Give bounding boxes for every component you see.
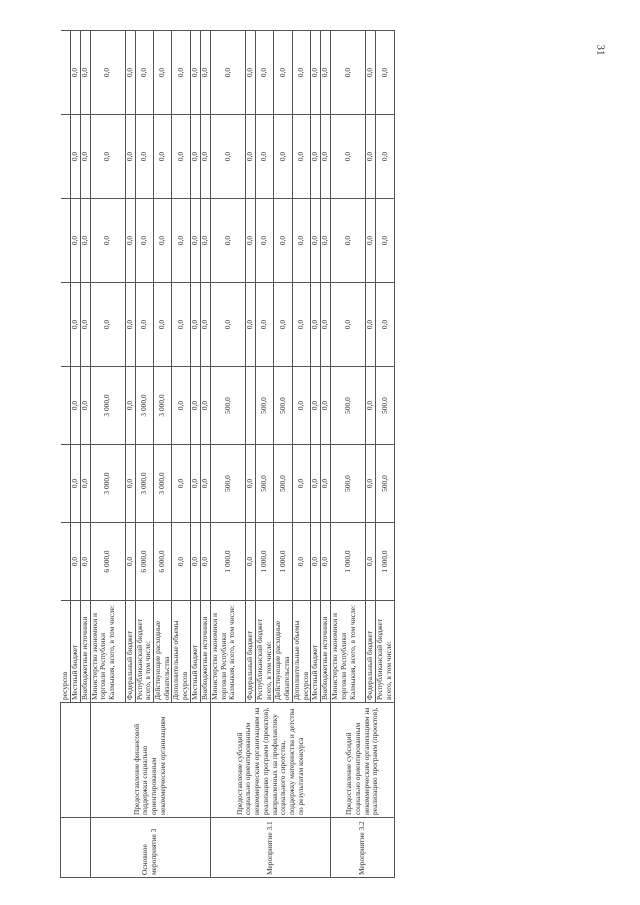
- amount-cell: 0,0: [331, 283, 366, 367]
- amount-cell: 0,0: [125, 445, 135, 523]
- amount-cell: 500,0: [331, 445, 366, 523]
- amount-cell: 0,0: [366, 115, 376, 199]
- amount-cell: 0,0: [80, 283, 90, 367]
- amount-cell: 0,0: [255, 31, 273, 115]
- amount-cell: 0,0: [376, 283, 394, 367]
- amount-cell: [61, 523, 71, 601]
- amount-cell: 0,0: [200, 31, 210, 115]
- funding-source-cell: Местный бюджет: [311, 601, 321, 703]
- amount-cell: 0,0: [80, 523, 90, 601]
- amount-cell: [61, 115, 71, 199]
- amount-cell: 0,0: [311, 31, 321, 115]
- amount-cell: 0,0: [70, 367, 80, 445]
- amount-cell: 0,0: [70, 31, 80, 115]
- amount-cell: 0,0: [80, 115, 90, 199]
- funding-source-cell: Министерство экономики и торговли Республики Калмыкия, всего, в том числе:: [210, 601, 245, 703]
- amount-cell: 0,0: [292, 523, 310, 601]
- amount-cell: 0,0: [190, 445, 200, 523]
- amount-cell: 0,0: [311, 199, 321, 283]
- amount-cell: 1 000,0: [331, 523, 366, 601]
- amount-cell: 0,0: [200, 199, 210, 283]
- funding-source-cell: Действующие расходные обязательства: [274, 601, 292, 703]
- funding-source-cell: Дополнительные объемы ресурсов: [292, 601, 310, 703]
- amount-cell: 0,0: [90, 283, 125, 367]
- amount-cell: 500,0: [274, 367, 292, 445]
- amount-cell: 0,0: [366, 445, 376, 523]
- amount-cell: 0,0: [311, 115, 321, 199]
- amount-cell: 0,0: [376, 31, 394, 115]
- amount-cell: 1 000,0: [274, 523, 292, 601]
- amount-cell: 0,0: [125, 367, 135, 445]
- amount-cell: 3 000,0: [90, 445, 125, 523]
- funding-source-cell: Дополнительные объемы ресурсов: [172, 601, 190, 703]
- amount-cell: 0,0: [172, 523, 190, 601]
- amount-cell: 0,0: [125, 115, 135, 199]
- funding-source-cell: Республиканский бюджет всего, в том числе:: [255, 601, 273, 703]
- amount-cell: 0,0: [80, 367, 90, 445]
- funding-source-cell: Действующие расходные обязательства: [153, 601, 171, 703]
- amount-cell: 500,0: [210, 445, 245, 523]
- amount-cell: 0,0: [292, 31, 310, 115]
- funding-source-cell: Внебюджетные источники: [80, 601, 90, 703]
- amount-cell: 0,0: [200, 523, 210, 601]
- amount-cell: 0,0: [311, 283, 321, 367]
- amount-cell: [61, 445, 71, 523]
- amount-cell: 0,0: [172, 283, 190, 367]
- amount-cell: 0,0: [245, 31, 255, 115]
- funding-source-cell: Внебюджетные источники: [200, 601, 210, 703]
- amount-cell: 0,0: [200, 445, 210, 523]
- amount-cell: 500,0: [274, 445, 292, 523]
- amount-cell: 0,0: [274, 199, 292, 283]
- amount-cell: 0,0: [200, 115, 210, 199]
- amount-cell: 0,0: [125, 199, 135, 283]
- measure-description-cell: Предоставление финансовой поддержки социально ориентированным некоммерческим организациям: [90, 703, 210, 818]
- amount-cell: 0,0: [190, 199, 200, 283]
- amount-cell: 3 000,0: [153, 367, 171, 445]
- amount-cell: [61, 367, 71, 445]
- amount-cell: 0,0: [274, 31, 292, 115]
- amount-cell: 0,0: [70, 115, 80, 199]
- funding-source-cell: Федеральный бюджет: [245, 601, 255, 703]
- measure-name-cell: Мероприятие 3.1: [210, 818, 330, 878]
- amount-cell: 0,0: [172, 199, 190, 283]
- amount-cell: 0,0: [311, 445, 321, 523]
- amount-cell: 0,0: [245, 283, 255, 367]
- amount-cell: 0,0: [311, 367, 321, 445]
- measure-description-cell: [61, 703, 91, 818]
- amount-cell: 0,0: [70, 523, 80, 601]
- table-row: [90, 31, 125, 878]
- amount-cell: [245, 367, 255, 445]
- page-number: 31: [594, 44, 607, 56]
- amount-cell: 0,0: [125, 523, 135, 601]
- amount-cell: 0,0: [190, 115, 200, 199]
- amount-cell: 0,0: [80, 199, 90, 283]
- amount-cell: 0,0: [255, 199, 273, 283]
- amount-cell: 0,0: [292, 367, 310, 445]
- amount-cell: 0,0: [274, 115, 292, 199]
- amount-cell: 6 000,0: [153, 523, 171, 601]
- amount-cell: 0,0: [245, 523, 255, 601]
- amount-cell: 500,0: [376, 445, 394, 523]
- amount-cell: 0,0: [153, 31, 171, 115]
- amount-cell: 0,0: [321, 523, 331, 601]
- amount-cell: 0,0: [70, 445, 80, 523]
- funding-source-cell: Федеральный бюджет: [366, 601, 376, 703]
- amount-cell: 0,0: [153, 199, 171, 283]
- amount-cell: 0,0: [321, 199, 331, 283]
- amount-cell: 0,0: [292, 199, 310, 283]
- funding-source-cell: Внебюджетные источники: [321, 601, 331, 703]
- amount-cell: 0,0: [245, 115, 255, 199]
- amount-cell: 0,0: [190, 31, 200, 115]
- measure-description-cell: Предоставление субсидий социально ориентированным некоммерческим организациям на реализацию программ (проектов),: [331, 703, 394, 818]
- budget-table: [60, 30, 395, 878]
- amount-cell: 0,0: [90, 115, 125, 199]
- amount-cell: [61, 199, 71, 283]
- amount-cell: 0,0: [135, 199, 153, 283]
- amount-cell: 0,0: [292, 115, 310, 199]
- funding-source-cell: Министерство экономики и торговли Республики Калмыкия, всего, в том числе:: [331, 601, 366, 703]
- amount-cell: 0,0: [70, 283, 80, 367]
- amount-cell: 0,0: [172, 115, 190, 199]
- amount-cell: 500,0: [331, 367, 366, 445]
- amount-cell: 0,0: [200, 283, 210, 367]
- amount-cell: 0,0: [172, 367, 190, 445]
- amount-cell: 0,0: [210, 283, 245, 367]
- amount-cell: 500,0: [255, 445, 273, 523]
- amount-cell: 0,0: [366, 31, 376, 115]
- amount-cell: 3 000,0: [135, 367, 153, 445]
- amount-cell: 0,0: [153, 283, 171, 367]
- amount-cell: 0,0: [311, 523, 321, 601]
- amount-cell: 0,0: [190, 283, 200, 367]
- table-row: [331, 31, 366, 878]
- funding-source-cell: Республиканский бюджет всего, в том числе:: [135, 601, 153, 703]
- amount-cell: 1 000,0: [210, 523, 245, 601]
- measure-description-cell: Предоставление субсидий социально ориентированным некоммерческим организациям на реализацию программ (проектов), направленных на профилактику социального сиротства, поддержку материнства и детства по результатам конкурса: [210, 703, 330, 818]
- amount-cell: 0,0: [190, 523, 200, 601]
- amount-cell: 0,0: [153, 115, 171, 199]
- amount-cell: 3 000,0: [135, 445, 153, 523]
- funding-source-cell: Республиканский бюджет всего, в том числе:: [376, 601, 394, 703]
- amount-cell: 0,0: [255, 283, 273, 367]
- amount-cell: 0,0: [135, 31, 153, 115]
- amount-cell: 0,0: [190, 367, 200, 445]
- funding-source-cell: Местный бюджет: [190, 601, 200, 703]
- table-row: [61, 31, 71, 878]
- amount-cell: 0,0: [331, 31, 366, 115]
- amount-cell: 0,0: [321, 115, 331, 199]
- amount-cell: 0,0: [331, 199, 366, 283]
- measure-name-cell: [61, 818, 91, 878]
- amount-cell: 0,0: [135, 115, 153, 199]
- amount-cell: 0,0: [274, 283, 292, 367]
- amount-cell: 1 000,0: [255, 523, 273, 601]
- amount-cell: 0,0: [321, 445, 331, 523]
- amount-cell: 0,0: [366, 283, 376, 367]
- amount-cell: [61, 31, 71, 115]
- amount-cell: 1 000,0: [376, 523, 394, 601]
- amount-cell: 0,0: [172, 31, 190, 115]
- amount-cell: 0,0: [292, 445, 310, 523]
- amount-cell: 0,0: [90, 199, 125, 283]
- table-row: [210, 31, 245, 878]
- funding-source-cell: Местный бюджет: [70, 601, 80, 703]
- amount-cell: 0,0: [125, 31, 135, 115]
- measure-name-cell: Мероприятие 3.2: [331, 818, 394, 878]
- amount-cell: 500,0: [210, 367, 245, 445]
- measure-name-cell: Основное мероприятие 3: [90, 818, 210, 878]
- amount-cell: 6 000,0: [135, 523, 153, 601]
- amount-cell: [61, 283, 71, 367]
- funding-source-cell: Министерство экономики и торговли Республики Калмыкия, всего, в том числе:: [90, 601, 125, 703]
- amount-cell: 0,0: [210, 31, 245, 115]
- amount-cell: 0,0: [245, 199, 255, 283]
- amount-cell: 500,0: [255, 367, 273, 445]
- amount-cell: 0,0: [125, 283, 135, 367]
- amount-cell: 0,0: [172, 445, 190, 523]
- amount-cell: 0,0: [321, 367, 331, 445]
- rotated-budget-table-page: [60, 31, 580, 878]
- amount-cell: 0,0: [210, 199, 245, 283]
- amount-cell: 0,0: [80, 31, 90, 115]
- amount-cell: 0,0: [245, 445, 255, 523]
- amount-cell: 0,0: [135, 283, 153, 367]
- amount-cell: 0,0: [376, 199, 394, 283]
- amount-cell: 3 000,0: [90, 367, 125, 445]
- amount-cell: 0,0: [200, 367, 210, 445]
- amount-cell: 3 000,0: [153, 445, 171, 523]
- funding-source-cell: ресурсов: [61, 601, 71, 703]
- amount-cell: 0,0: [366, 199, 376, 283]
- amount-cell: 0,0: [292, 283, 310, 367]
- amount-cell: 0,0: [376, 115, 394, 199]
- amount-cell: 0,0: [321, 283, 331, 367]
- amount-cell: 0,0: [70, 199, 80, 283]
- amount-cell: 6 000,0: [90, 523, 125, 601]
- amount-cell: 0,0: [90, 31, 125, 115]
- amount-cell: 0,0: [80, 445, 90, 523]
- amount-cell: 0,0: [255, 115, 273, 199]
- amount-cell: 0,0: [366, 367, 376, 445]
- amount-cell: 0,0: [210, 115, 245, 199]
- amount-cell: 500,0: [376, 367, 394, 445]
- amount-cell: 0,0: [366, 523, 376, 601]
- amount-cell: 0,0: [331, 115, 366, 199]
- amount-cell: 0,0: [321, 31, 331, 115]
- funding-source-cell: Федеральный бюджет: [125, 601, 135, 703]
